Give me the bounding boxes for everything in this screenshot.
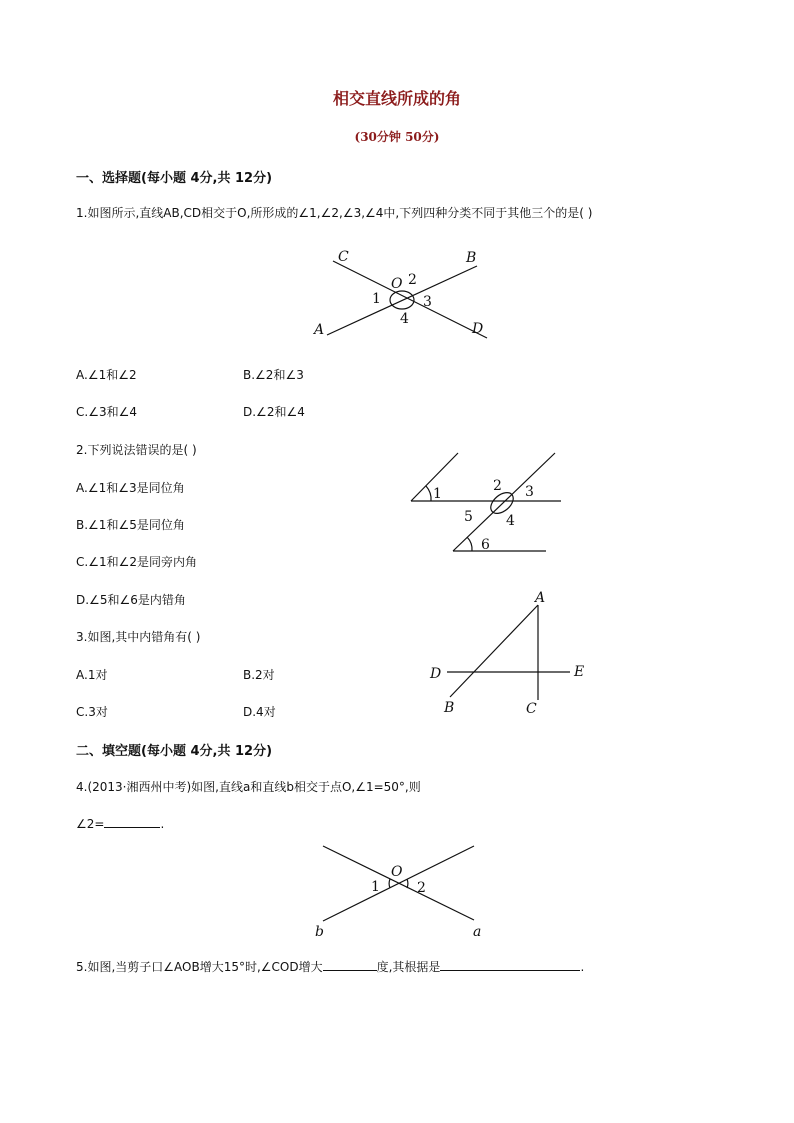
label-b: B (466, 250, 477, 266)
q5-degree-blank[interactable] (323, 958, 377, 971)
label-angle-1: 1 (371, 879, 380, 895)
q3-option-d: D.4对 (243, 705, 276, 719)
label-angle-3: 3 (525, 484, 534, 500)
label-angle-1: 1 (433, 486, 442, 502)
label-d: D (472, 321, 484, 337)
q4-suffix: . (160, 817, 165, 831)
label-d: D (430, 666, 442, 682)
section-heading-choice: 一、选择题(每小题 4分,共 12分) (76, 171, 273, 186)
question-3-figure (420, 585, 590, 720)
q2-option-a: A.∠1和∠3是同位角 (76, 481, 185, 495)
q5-text-a: 5.如图,当剪子口∠AOB增大15°时,∠COD增大 (76, 960, 323, 974)
label-angle-1: 1 (372, 291, 381, 307)
question-4-figure (300, 840, 500, 945)
question-2-text: 2.下列说法错误的是( ) (76, 443, 197, 457)
label-a: A (314, 322, 325, 338)
q1-option-b: B.∠2和∠3 (243, 368, 304, 382)
question-1-text: 1.如图所示,直线AB,CD相交于O,所形成的∠1,∠2,∠3,∠4中,下列四种分类不同于其他三个的是( ) (76, 206, 593, 220)
label-angle-3: 3 (423, 294, 432, 310)
q2-option-b: B.∠1和∠5是同位角 (76, 518, 185, 532)
label-angle-6: 6 (481, 537, 490, 553)
page-subtitle: (30分钟 50分) (354, 130, 440, 144)
label-c: C (526, 701, 537, 717)
question-5-text (76, 958, 584, 975)
question-4-line-2 (76, 815, 164, 831)
q1-option-d: D.∠2和∠4 (243, 405, 305, 419)
q3-option-a: A.1对 (76, 668, 108, 682)
arc-angle-1 (389, 879, 390, 888)
label-angle-4: 4 (400, 311, 409, 327)
arc-angle-2 (407, 879, 408, 888)
q2-option-d: D.∠5和∠6是内错角 (76, 593, 186, 607)
label-c: C (338, 249, 349, 265)
label-e: E (574, 664, 585, 680)
q4-prefix: ∠2= (76, 817, 105, 831)
q5-text-c: . (580, 960, 585, 974)
question-3-text: 3.如图,其中内错角有( ) (76, 630, 201, 644)
label-b: b (315, 924, 324, 940)
q1-option-c: C.∠3和∠4 (76, 405, 137, 419)
q5-text-b: 度,其根据是 (376, 960, 441, 974)
line-right-slant (453, 453, 555, 551)
q3-option-b: B.2对 (243, 668, 275, 682)
question-2-figure (400, 448, 570, 560)
label-angle-2: 2 (408, 272, 417, 288)
label-angle-4: 4 (506, 513, 515, 529)
label-a: a (473, 924, 482, 940)
arc-angle-6 (467, 537, 472, 551)
page-title: 相交直线所成的角 (332, 89, 461, 108)
question-1-figure (300, 238, 510, 348)
line-ab (450, 605, 538, 697)
label-angle-2: 2 (417, 880, 426, 896)
label-o: O (391, 864, 403, 880)
question-4-text: 4.(2013·湘西州中考)如图,直线a和直线b相交于点O,∠1=50°,则 (76, 780, 421, 794)
q4-answer-blank[interactable] (104, 815, 160, 828)
arc-angle-1 (426, 486, 431, 501)
label-angle-2: 2 (493, 478, 502, 494)
section-heading-fill: 二、填空题(每小题 4分,共 12分) (76, 744, 273, 759)
label-angle-5: 5 (464, 509, 473, 525)
q2-option-c: C.∠1和∠2是同旁内角 (76, 555, 197, 569)
label-b: B (444, 700, 455, 716)
label-a: A (535, 590, 546, 606)
q3-option-c: C.3对 (76, 705, 108, 719)
q1-option-a: A.∠1和∠2 (76, 368, 137, 382)
q5-reason-blank[interactable] (440, 958, 580, 971)
label-o: O (391, 276, 403, 292)
